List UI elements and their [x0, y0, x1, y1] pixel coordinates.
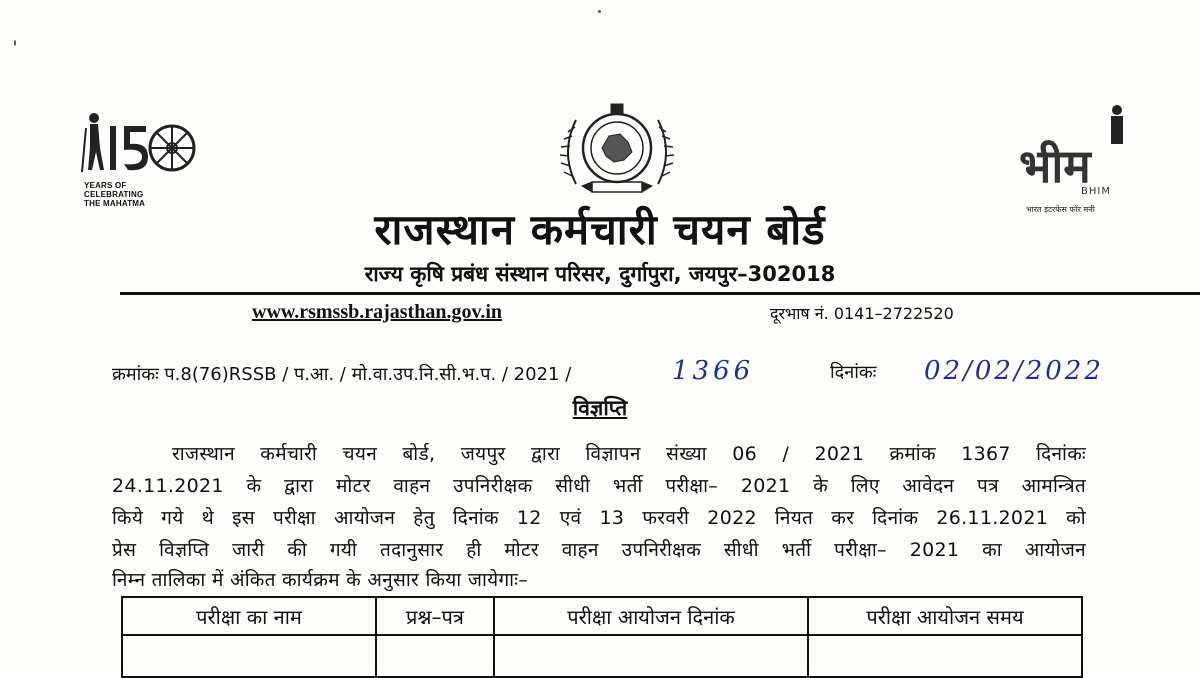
caption-line: THE MAHATMA: [84, 199, 146, 208]
scan-speck: [14, 40, 16, 46]
scan-speck: [598, 10, 601, 13]
table-cell: [808, 635, 1082, 677]
handwritten-reference-number: 1366: [672, 356, 755, 386]
exam-schedule-table: [121, 596, 1083, 678]
handwritten-date: 02/02/2022: [924, 356, 1104, 386]
header-divider: [120, 292, 1200, 295]
table-cell: [122, 635, 376, 677]
bhim-english-text: BHIM: [1081, 186, 1111, 197]
caption-line: CELEBRATING: [84, 190, 144, 199]
website-link[interactable]: www.rsmssb.rajasthan.gov.in: [252, 301, 503, 323]
caption-line: YEARS OF: [84, 181, 127, 190]
column-header-exam-date: परीक्षा आयोजन दिनांक: [494, 597, 808, 635]
phone-number: दूरभाष नं. 0141–2722520: [770, 304, 954, 323]
column-header-exam-name: परीक्षा का नाम: [122, 597, 376, 635]
date-label: दिनांकः: [830, 362, 877, 383]
column-header-exam-time: परीक्षा आयोजन समय: [808, 597, 1082, 635]
notice-paragraph-line: निम्न तालिका में अंकित कार्यक्रम के अनुसार किया जायेगाः–: [112, 569, 529, 591]
notice-heading: विज्ञप्ति: [572, 396, 628, 420]
organization-name: राजस्थान कर्मचारी चयन बोर्ड: [374, 205, 826, 254]
notice-paragraph-line: 24.11.2021 के द्वारा मोटर वाहन उपनिरीक्षक सीधी भर्ती परीक्षा– 2021 के लिए आवेदन पत्र आमन्त्रित: [112, 475, 1086, 497]
column-header-paper: प्रश्न–पत्र: [376, 597, 494, 635]
table-cell: [494, 635, 808, 677]
table-header-row: [122, 597, 1082, 635]
reference-number: क्रमांकः प.8(76)RSSB / प.आ. / मो.वा.उप.नि.सी.भ.प. / 2021 /: [112, 364, 572, 385]
table-row: [122, 635, 1082, 677]
bhim-hindi-wordmark: भीम: [1019, 139, 1091, 193]
rajasthan-state-emblem-icon: [554, 96, 680, 200]
notice-paragraph-line: राजस्थान कर्मचारी चयन बोर्ड, जयपुर द्वारा विज्ञापन संख्या 06 / 2021 क्रमांक 1367 दिनांकः: [172, 443, 1086, 465]
notice-paragraph-line: प्रेस विज्ञप्ति जारी की गयी तदानुसार ही मोटर वाहन उपनिरीक्षक सीधी भर्ती परीक्षा– 2021 का आयोजन: [112, 539, 1086, 561]
table-cell: [376, 635, 494, 677]
notice-paragraph-line: किये गये थे इस परीक्षा आयोजन हेतु दिनांक 12 एवं 13 फरवरी 2022 नियत कर दिनांक 26.11.2021 को: [112, 507, 1086, 529]
organization-address: राज्य कृषि प्रबंध संस्थान परिसर, दुर्गापुरा, जयपुर–302018: [364, 262, 836, 286]
bhim-subtitle: भारत इंटरफेस फॉर मनी: [1026, 205, 1095, 214]
